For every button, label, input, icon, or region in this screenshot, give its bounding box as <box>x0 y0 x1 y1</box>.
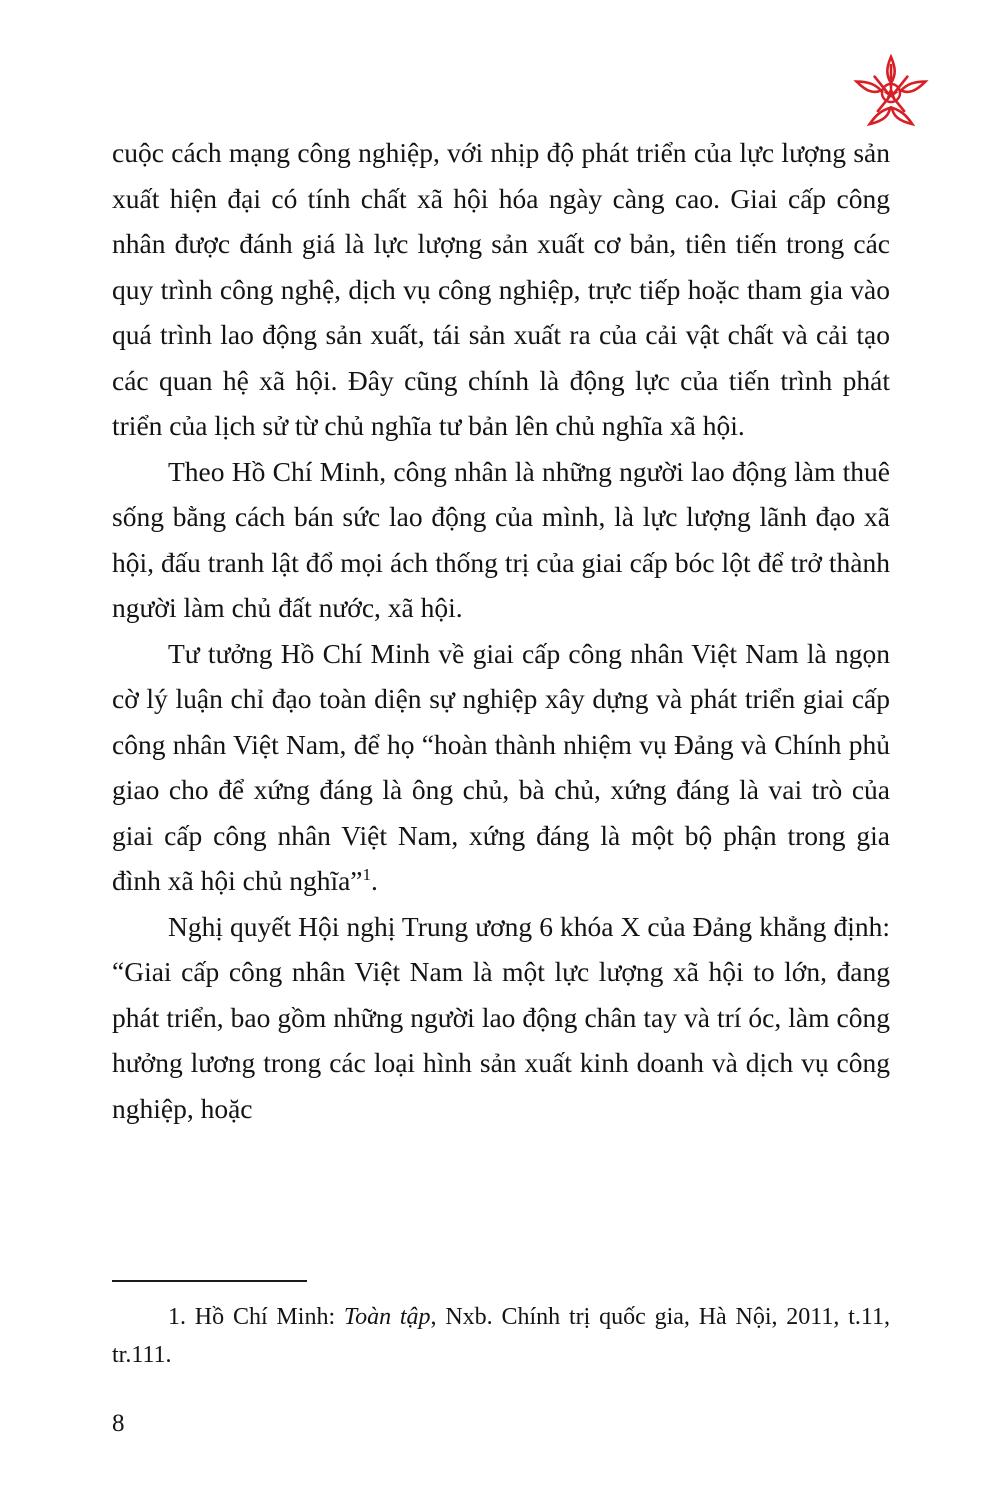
footnote-separator-rule <box>112 1280 307 1282</box>
paragraph-3-text: Tư tưởng Hồ Chí Minh về giai cấp công nhân Việt Nam là ngọn cờ lý luận chỉ đạo toàn diện sự nghiệp xây dựng và phát triển giai cấp công nhân Việt Nam, để họ “hoàn thành nhiệm vụ Đảng và Chính phủ giao cho để xứng đáng là ông chủ, bà chủ, xứng đáng là vai trò của giai cấp công nhân Việt Nam, xứng đáng là một bộ phận trong gia đình xã hội chủ nghĩa” <box>112 637 890 896</box>
page-body <box>112 130 890 1131</box>
footnote-reference-1[interactable]: 1 <box>362 864 372 884</box>
footnote-text-before: Hồ Chí Minh: <box>186 1304 344 1330</box>
paragraph-1: cuộc cách mạng công nghiệp, với nhịp độ phát triển của lực lượng sản xuất hiện đại có tính chất xã hội hóa ngày càng cao. Giai cấp công nhân được đánh giá là lực lượng sản xuất cơ bản, tiên tiến trong các quy trình công nghệ, dịch vụ công nghiệp, trực tiếp hoặc tham gia vào quá trình lao động sản xuất, tái sản xuất ra của cải vật chất và cải tạo các quan hệ xã hội. Đây cũng chính là động lực của tiến trình phát triển của lịch sử từ chủ nghĩa tư bản lên chủ nghĩa xã hội. <box>112 137 890 441</box>
page-number: 8 <box>112 1410 125 1437</box>
footnote-area <box>112 1280 890 1374</box>
paragraph-2: Theo Hồ Chí Minh, công nhân là những người lao động làm thuê sống bằng cách bán sức lao động của mình, là lực lượng lãnh đạo xã hội, đấu tranh lật đổ mọi ách thống trị của giai cấp bóc lột để trở thành người làm chủ đất nước, xã hội. <box>112 455 890 623</box>
footnote-marker: 1. <box>168 1304 186 1330</box>
footnote-1 <box>112 1298 890 1374</box>
footnote-text-after: , Nxb. Chính trị quốc gia, Hà Nội, 2011, t.11, tr.111. <box>112 1304 890 1368</box>
paragraph-3-tail: . <box>371 865 378 896</box>
paragraph-3 <box>112 631 890 904</box>
footnote-italic-title: Toàn tập <box>343 1304 431 1330</box>
paragraph-4: Nghị quyết Hội nghị Trung ương 6 khóa X của Đảng khẳng định: “Giai cấp công nhân Việt Nam là một lực lượng xã hội to lớn, đang phát triển, bao gồm những người lao động chân tay và trí óc, làm công hưởng lương trong các loại hình sản xuất kinh doanh và dịch vụ công nghiệp, hoặc <box>112 910 890 1124</box>
red-star-flower-ornament <box>850 52 932 134</box>
